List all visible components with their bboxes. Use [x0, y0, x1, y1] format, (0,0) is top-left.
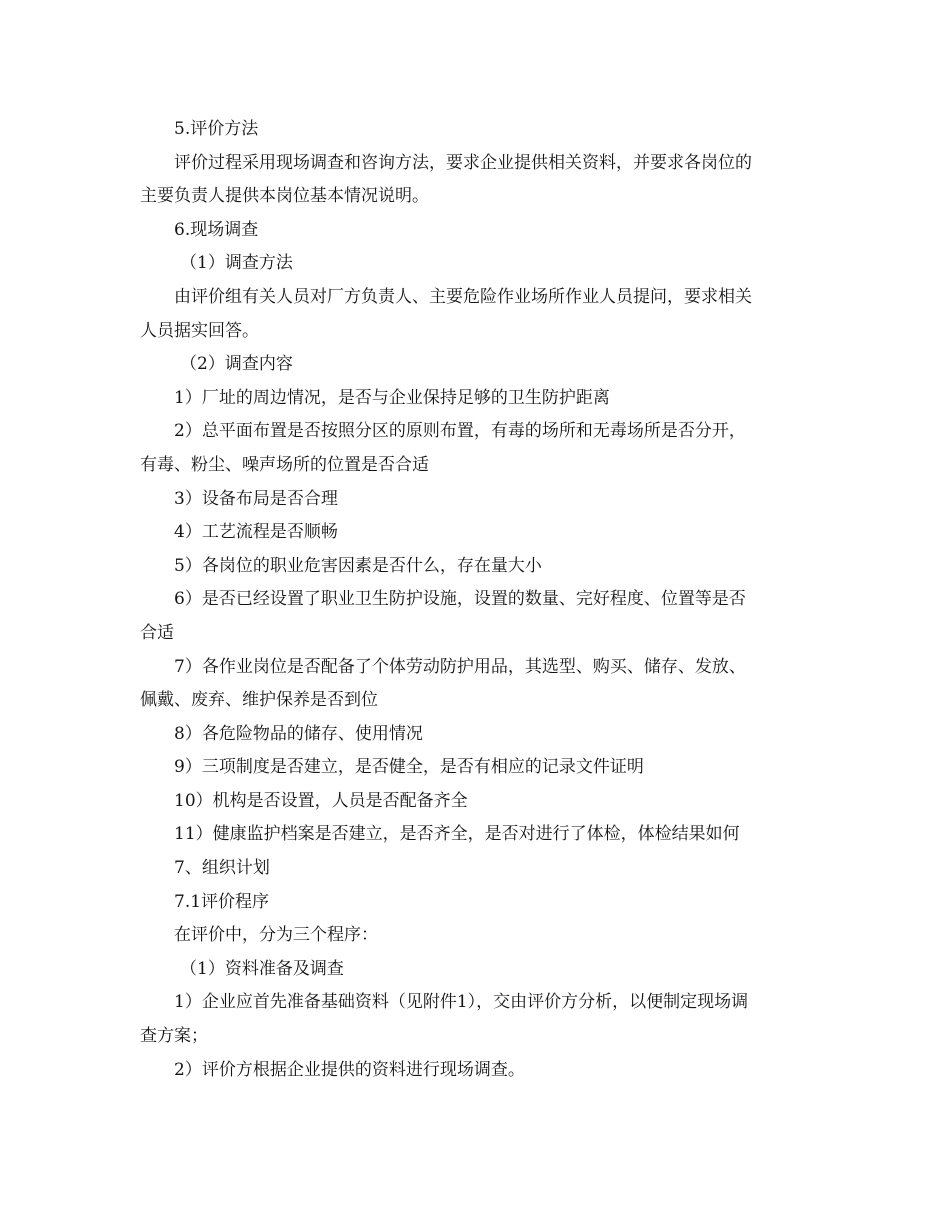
text-line: 由评价组有关人员对厂方负责人、主要危险作业场所作业人员提问，要求相关: [174, 286, 752, 307]
text-line: 查方案；: [140, 1026, 208, 1047]
text-line: 10）机构是否设置，人员是否配备齐全: [174, 790, 468, 811]
text-line: 3）设备布局是否合理: [174, 488, 338, 509]
text-line: （1）调查方法: [180, 253, 293, 274]
text-line: （1）资料准备及调查: [180, 958, 344, 979]
text-line: 人员据实回答。: [140, 320, 259, 341]
text-line: 在评价中，分为三个程序：: [174, 925, 378, 946]
text-line: 5.评价方法: [174, 119, 259, 139]
text-line: 7、组织计划: [174, 858, 270, 879]
text-line: （2）调查内容: [180, 354, 293, 375]
text-line: 评价过程采用现场调查和咨询方法，要求企业提供相关资料，并要求各岗位的: [174, 152, 752, 173]
text-line: 佩戴、废弃、维护保养是否到位: [140, 690, 378, 711]
text-line: 主要负责人提供本岗位基本情况说明。: [140, 186, 429, 207]
text-line: 有毒、粉尘、噪声场所的位置是否合适: [140, 454, 429, 475]
text-line: 2）评价方根据企业提供的资料进行现场调查。: [174, 1059, 525, 1080]
text-line: 5）各岗位的职业危害因素是否什么，存在量大小: [174, 555, 542, 576]
text-line: 2）总平面布置是否按照分区的原则布置，有毒的场所和无毒场所是否分开，: [174, 421, 746, 442]
text-line: 合适: [140, 622, 174, 643]
text-line: 8）各危险物品的储存、使用情况: [174, 723, 423, 744]
text-line: 6）是否已经设置了职业卫生防护设施，设置的数量、完好程度、位置等是否: [174, 589, 746, 610]
text-line: 7）各作业岗位是否配备了个体劳动防护用品，其选型、购买、储存、发放、: [174, 656, 746, 677]
text-line: 1）企业应首先准备基础资料（见附件1），交由评价方分析，以便制定现场调: [174, 992, 749, 1013]
text-line: 7.1评价程序: [174, 891, 270, 912]
text-line: 4）工艺流程是否顺畅: [174, 522, 338, 543]
text-line: 6.现场调查: [174, 219, 259, 240]
text-line: 1）厂址的周边情况，是否与企业保持足够的卫生防护距离: [174, 387, 610, 408]
text-line: 11）健康监护档案是否建立，是否齐全，是否对进行了体检，体检结果如何: [174, 824, 740, 845]
text-line: 9）三项制度是否建立，是否健全，是否有相应的记录文件证明: [174, 757, 644, 778]
document-body: [140, 113, 812, 1087]
